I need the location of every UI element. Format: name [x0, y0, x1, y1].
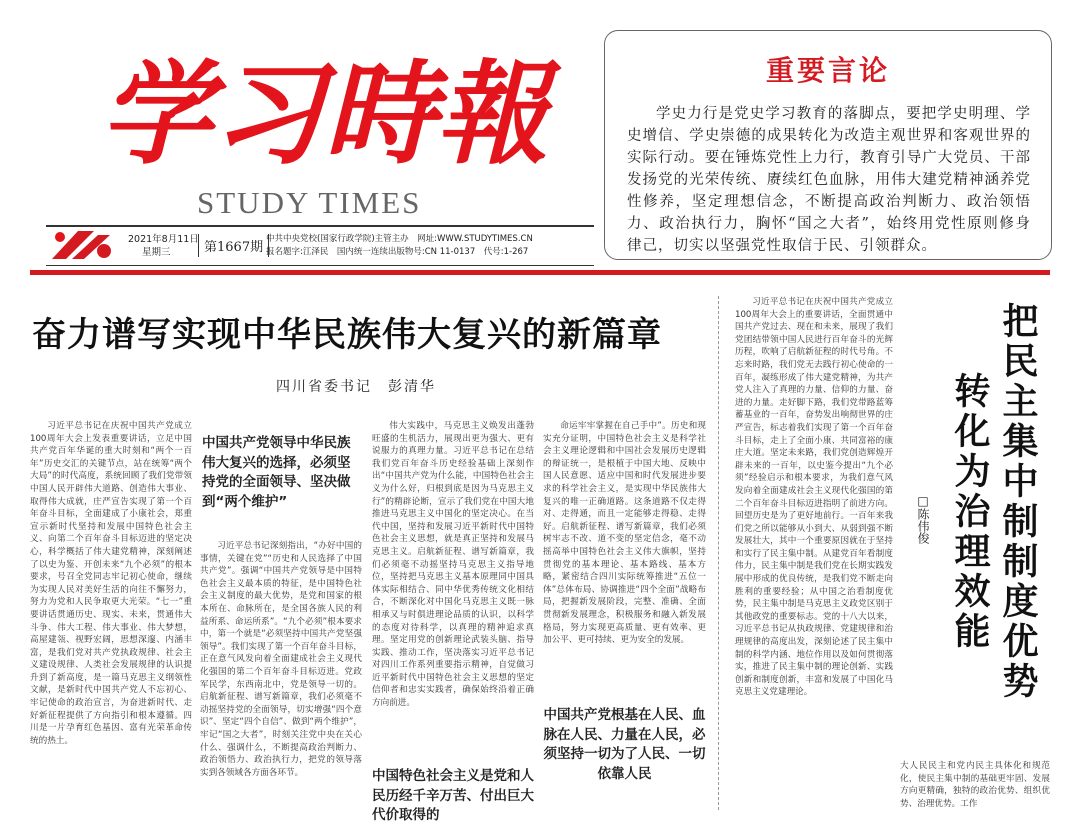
- main-article-column-4: [543, 420, 706, 720]
- main-article-column-3: [372, 420, 534, 765]
- side-article-column-2: [900, 760, 1050, 810]
- main-article-column-1: [30, 420, 192, 810]
- side-article-title-line-2: 转化为治理效能: [949, 372, 990, 652]
- side-article-title-line-1: 把民主集中制制度优势: [997, 302, 1038, 702]
- column-divider: [718, 296, 720, 810]
- masthead-info-strip: [46, 225, 594, 266]
- side-article-column: [735, 296, 893, 810]
- important-quote-title: 重要言论: [765, 54, 890, 87]
- issue-date-block: [128, 233, 199, 259]
- masthead-logo: [100, 40, 580, 200]
- main-article-paragraph: 习近平总书记深刻指出，“办好中国的事情，关键在党”“历史和人民选择了中国共产党”。强调“中国共产党领导是中国特色社会主义最本质的特征，是中国特色社会主义制度的最大优势，是党和国家的根本所在、命脉所在，是全国各族人民的利益所系、命运所系”。“九个必须”根本要求中，第一个就是“必须坚持中国共产党坚强领导”。我们实现了第一个百年奋斗目标，正在意气风发向着全面建成社会主义现代化强国的第二个百年奋斗目标迈进。党政军民学，东西南北中，党是领导一切的。启航新征程、谱写新篇章，我们必须毫不动摇坚持党的全面领导，切实增强“四个意识”、坚定“四个自信”、做到“两个维护”，牢记“国之大者”，时刻关注党中央在关心什么、强调什么，不断提高政治判断力、政治领悟力、政治执行力，把党的领导落实到各领域各方面各环节。: [200, 541, 362, 778]
- main-article-paragraph: 习近平总书记在庆祝中国共产党成立100周年大会上发表重要讲话，立足中国共产党百年华诞的重大时刻和“两个一百年”历史交汇的关键节点，站在统筹“两个大局”的时代高度，系统回顾了我们党带领中国人民开辟伟大道路、创造伟大事业、取得伟大成就，庄严宣告实现了第一个百年奋斗目标，全面建成了小康社会，郑重宣示新时代坚持和发展中国特色社会主义、向第二个百年奋斗目标迈进的坚定决心，科学概括了伟大建党精神，深刻阐述了以史为鉴、开创未来“九个必须”的根本要求，号召全党同志牢记初心使命，继续为实现人民对美好生活的向往不懈努力，努力为党和人民争取更大光荣。“七一”重要讲话贯通历史、现实、未来，贯通伟大斗争、伟大工程、伟大事业、伟大梦想，高屋建瓴、视野宏阔，思想深邃、内涵丰富，是我们党对共产党执政规律、社会主义建设规律、人类社会发展规律的认识提升到了新高度，是一篇马克思主义纲领性文献，是新时代中国共产党人不忘初心、牢记使命的政治宣言，为奋进新时代、走好新征程提供了方向指引和根本遵循。四川是一片孕育红色基因、富有光荣革命传统的热土。: [30, 421, 192, 746]
- issue-date: 2021年8月11日: [128, 234, 199, 245]
- main-article-paragraph: 命运牢牢掌握在自己手中”。历史和现实充分证明，中国特色社会主义是科学社会主义理论逻辑和中国社会发展历史逻辑的辩证统一，是根植于中国大地、反映中国人民意愿、适应中国和时代发展进步要求的科学社会主义，是实现中华民族伟大复兴的唯一正确道路。这条道路不仅走得对、走得通，而且一定能够走得稳、走得好。启航新征程、谱写新篇章，我们必须树牢志不改、道不变的坚定信念，毫不动摇高举中国特色社会主义伟大旗帜，坚持贯彻党的基本理论、基本路线、基本方略，紧密结合四川实际统筹推进“五位一体”总体布局、协调推进“四个全面”战略布局，把握新发展阶段，完整、准确、全面贯彻新发展理念，积极服务和融入新发展格局，努力实现更高质量、更有效率、更加公平、更可持续、更为安全的发展。: [543, 421, 706, 646]
- important-quote-text: 学史力行是党史学习教育的落脚点，要把学史明理、学史增信、学史崇德的成果转化为改造主观世界和客观世界的实际行动。要在锤炼党性上力行，教育引导广大党员、干部发扬党的光荣传统、赓续红色血脉，用伟大建党精神涵养党性修养，坚定理想信念，不断提高政治判断力、政治领悟力、政治执行力，胸怀“国之大者”，始终用党性原则修身律己，切实以坚强党性取信于民、引领群众。: [627, 106, 1031, 254]
- side-article-author: □陈伟俊: [916, 494, 930, 544]
- masthead-title-cn: 学习時報: [100, 49, 548, 180]
- side-article-paragraph: 大人民民主和党内民主具体化和规范化，使民主集中制的基础更牢固、发展方向更精确，独特的政治优势、组织优势、治理优势。工作: [900, 761, 1050, 809]
- masthead-red-rule: [30, 270, 1050, 275]
- main-article-paragraph: 伟大实践中，马克思主义焕发出蓬勃旺盛的生机活力，展现出更为强大、更有说服力的真理力量。习近平总书记在总结我们党百年奋斗历史经验基础上深刻作出“中国共产党为什么能，中国特色社会主义为什么好，归根到底是因为马克思主义行”的精辟论断，宣示了我们党在中国大地推进马克思主义中国化的坚定决心。在当代中国，坚持和发展习近平新时代中国特色社会主义思想，就是真正坚持和发展马克思主义。启航新征程、谱写新篇章，我们必须毫不动摇坚持马克思主义指导地位，坚持把马克思主义基本原理同中国具体实际相结合、同中华优秀传统文化相结合，不断深化对中国化马克思主义既一脉相承又与时俱进理论品质的认识，以科学的态度对待科学，以真理的精神追求真理。坚定用党的创新理论武装头脑、指导实践、推动工作，坚决落实习近平总书记对四川工作系列重要指示精神，自觉做习近平新时代中国特色社会主义思想的坚定信仰者和忠实实践者，确保始终沿着正确方向前进。: [372, 421, 534, 709]
- main-article-subheading-1: 中国共产党领导中华民族伟大复兴的选择，必须坚持党的全面领导、坚决做到“两个维护”: [202, 435, 351, 510]
- publisher-line-1: 中共中央党校(国家行政学院)主管主办 网址:WWW.STUDYTIMES.CN: [266, 234, 533, 244]
- main-article-title: 奋力谱写实现中华民族伟大复兴的新篇章: [32, 315, 662, 355]
- masthead-title-en: STUDY TIMES: [197, 185, 422, 220]
- main-article-subheading-2: 中国共产党根基在人民、血脉在人民、力量在人民，必须坚持一切为了人民、一切依靠人民: [543, 707, 706, 782]
- main-article-column-2: [200, 540, 362, 810]
- main-article-subheading-3: 中国特色社会主义是党和人民历经千辛万苦、付出巨大代价取得的: [372, 768, 534, 823]
- publisher-line-2: 报名题字:江泽民 国内统一连续出版物号:CN 11-0137 代号:1-267: [266, 247, 529, 257]
- side-article-paragraph: 习近平总书记在庆祝中国共产党成立100周年大会上的重要讲话，全面贯通中国共产党过去、现在和未来，展现了我们党团结带领中国人民进行百年奋斗的光辉历程，吹响了启航新征程的时代号角。不忘来时路，我们党无去践行初心使命的一百年，凝练形成了伟大建党精神，为共产党人注入了真理的力量、信仰的力量、奋进的力量。走好脚下路，我们党带路蓝筹蓄基业的一百年，奋势发出响彻世界的庄严宣告，标志着我们实现了第一个百年奋斗目标，走上了全面小康、共同富裕的康庄大道。坚定未来路，我们党创造辉煌开辟未来的一百年，以史鉴今提出“九个必须”经验启示和根本要求，为我们意气风发向着全面建成社会主义现代化强国的第二个百年奋斗目标迈进指明了前进方向。回望历史是为了更好地前行。一百年来我们党之所以能够从小到大、从弱到强不断发展壮大，其中一个重要原因就在于坚持和实行了民主集中制。从建党百年看制度伟力，民主集中制是我们党在长期实践发展中形成的优良传统，是我们党不断走向胜利的重要经验；从中国之治看制度优势，民主集中制是马克思主义政党区别于其他政党的重要标志。党的十八大以来，习近平总书记从执政规律、党建规律和治理规律的高度出发，深刻论述了民主集中制的科学内涵、地位作用以及如何贯彻落实，推进了民主集中制的理论创新、实践创新和制度创新，丰富和发展了中国化马克思主义党建理论。: [735, 297, 893, 698]
- issue-number: 第1667期: [198, 234, 269, 257]
- issue-weekday: 星期三: [142, 247, 171, 258]
- important-quote-box: [604, 30, 1052, 260]
- publisher-info: [266, 233, 533, 259]
- party-emblem-icon: [48, 225, 122, 265]
- main-article-byline: 四川省委书记 彭清华: [276, 379, 436, 395]
